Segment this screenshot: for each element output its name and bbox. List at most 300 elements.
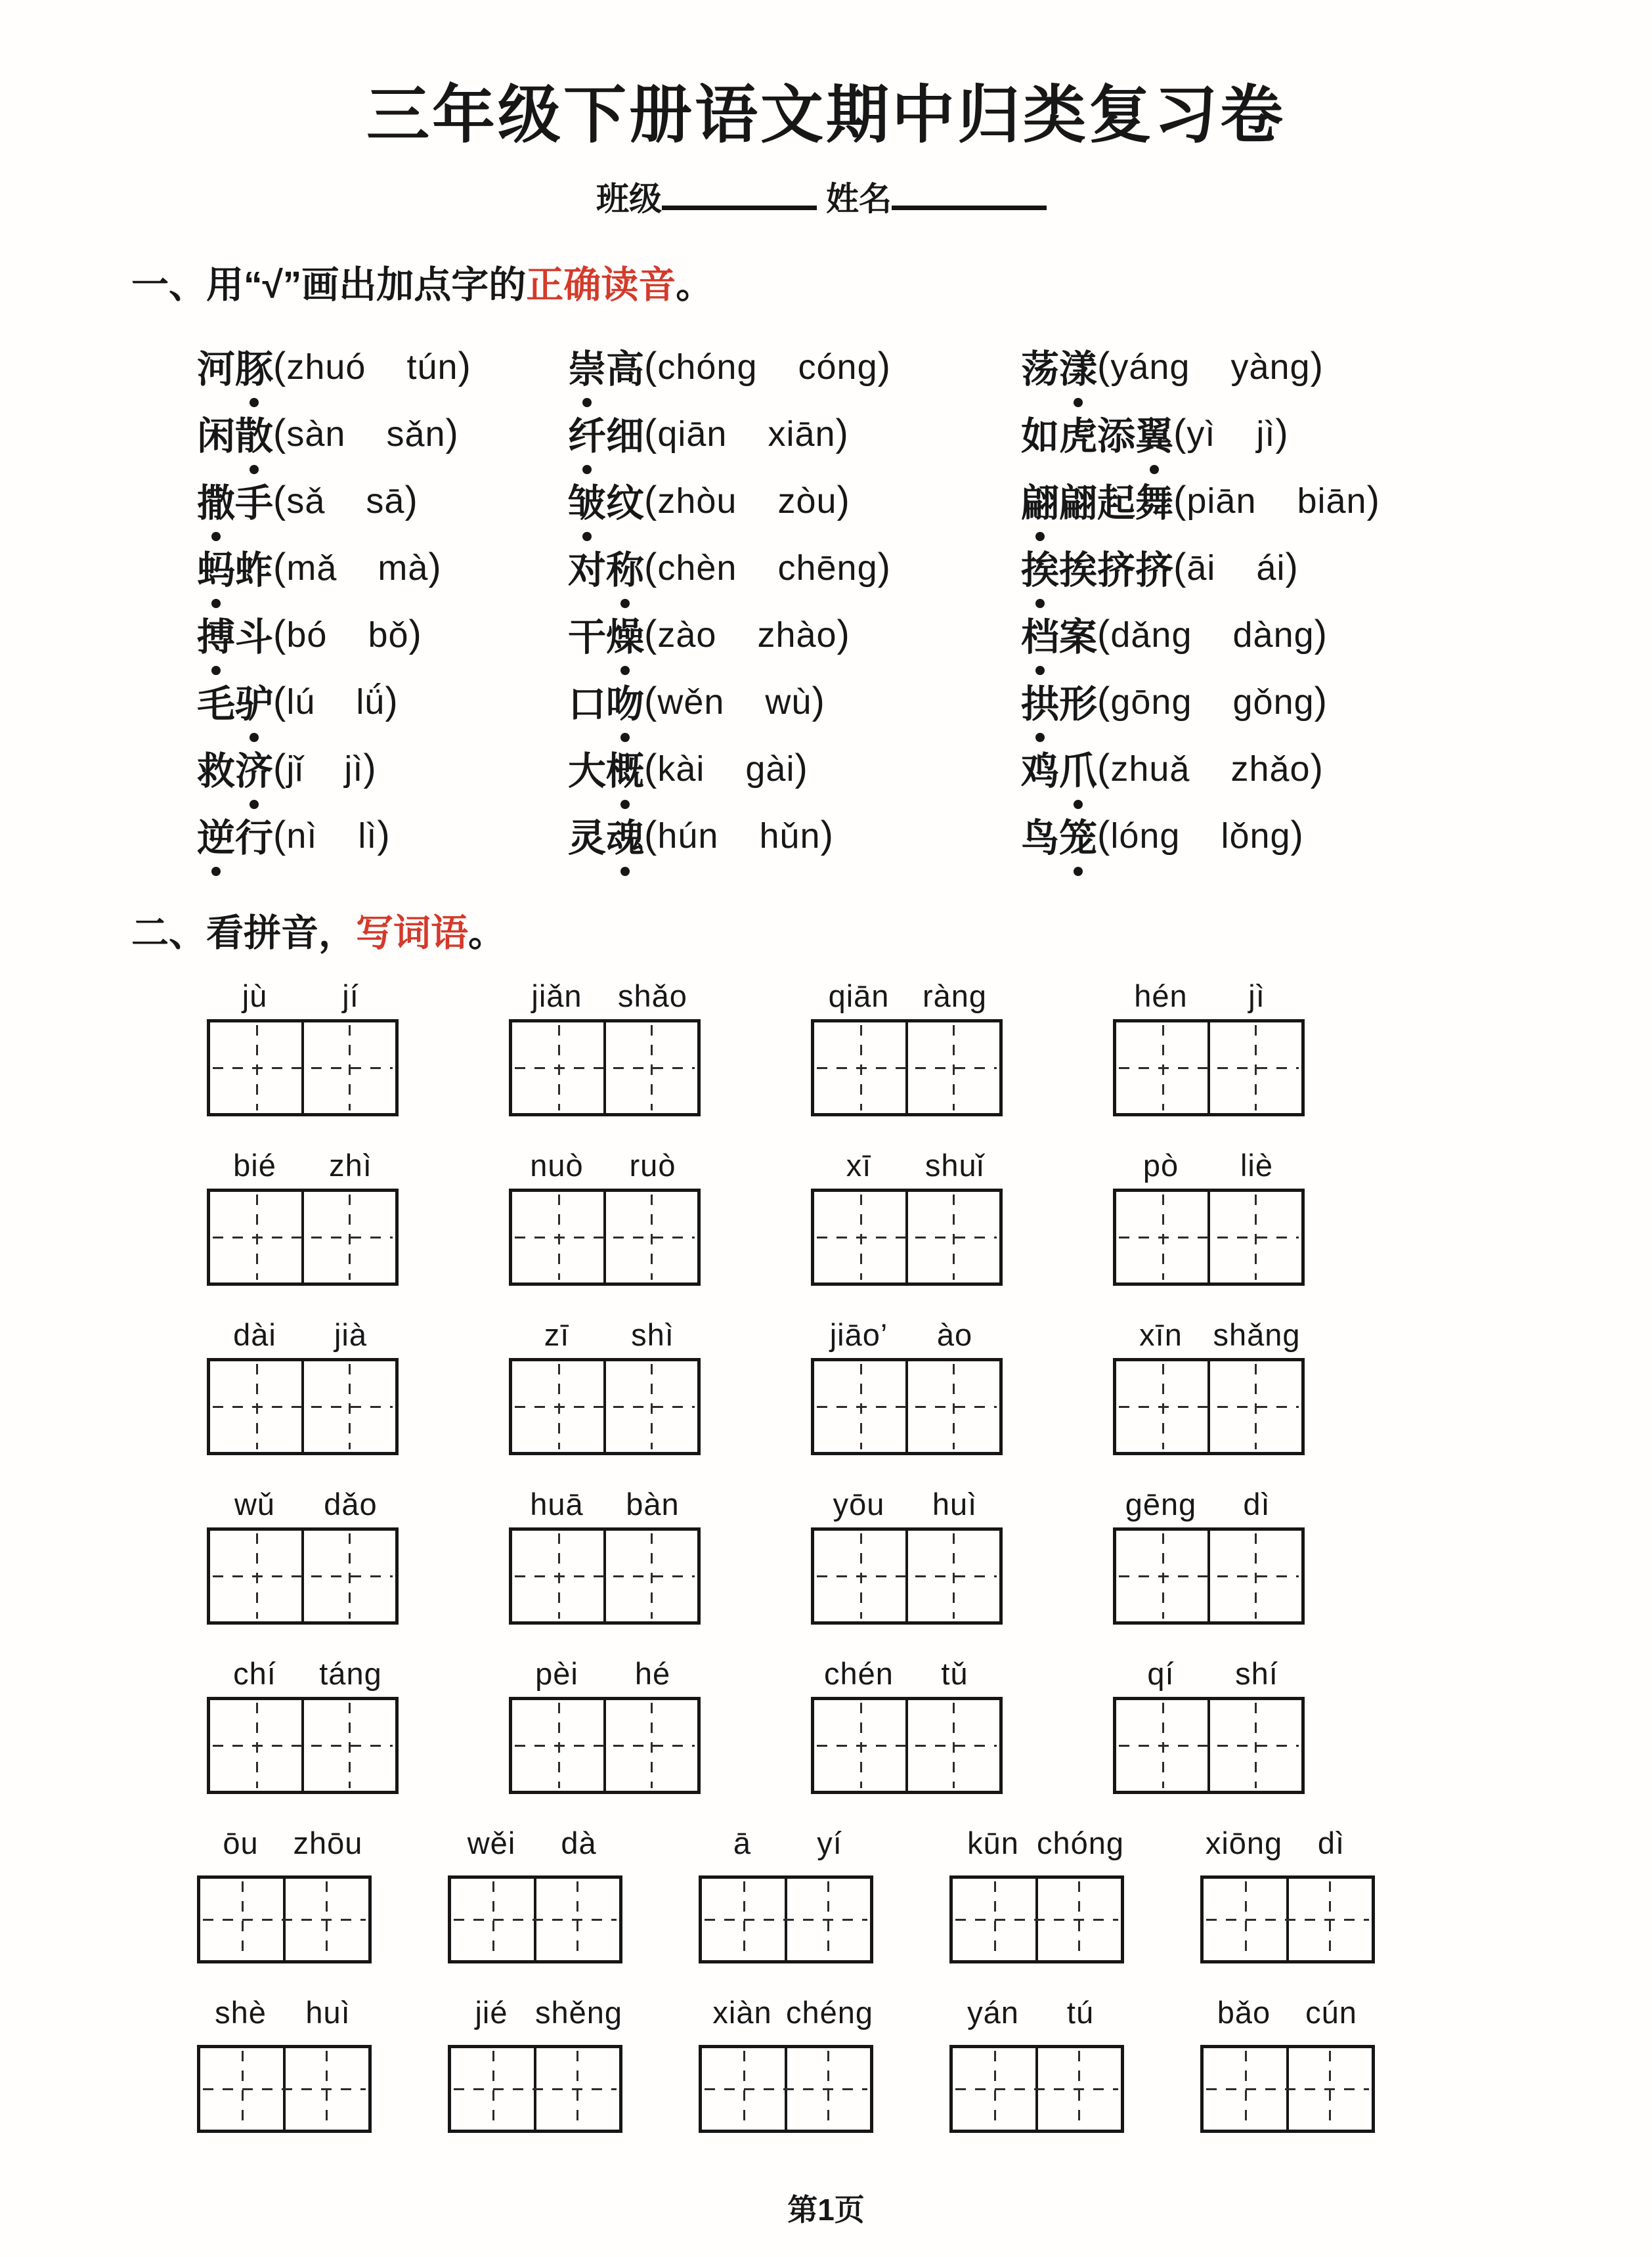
word-char-dotted: 撒 (197, 472, 235, 527)
pinyin-option-1[interactable]: piān (1186, 481, 1257, 521)
box-dashed-guide-horizontal (213, 1575, 393, 1577)
pinyin-option-2[interactable]: bǒ (368, 615, 409, 655)
pinyin-syllable-2: shěng (535, 1994, 623, 2030)
word-char: 鸟 (1021, 817, 1060, 860)
writing-box[interactable] (811, 1019, 1003, 1116)
pinyin-option-2[interactable]: mà (378, 548, 429, 588)
pinyin-option-2[interactable]: gài (745, 749, 795, 789)
close-paren: ) (1310, 344, 1324, 387)
word-writing-group (949, 1991, 1124, 2133)
word-char: 手 (235, 482, 274, 525)
close-paren: ) (363, 746, 377, 789)
word-writing-group (197, 1991, 372, 2133)
word-writing-group (509, 1652, 701, 1794)
pinyin-options (644, 813, 834, 857)
pinyin-syllable-2: chóng (1037, 1825, 1125, 1860)
pinyin-option-2[interactable]: chēng (777, 548, 878, 588)
box-dashed-guide-horizontal (203, 1919, 366, 1921)
pinyin-syllable-2: hé (634, 1655, 671, 1691)
word-char-dotted: 吻 (606, 673, 644, 728)
pinyin-options (273, 344, 471, 388)
box-dashed-guide-horizontal (1206, 1919, 1369, 1921)
pinyin-syllable-1: bǎo (1217, 1994, 1271, 2030)
writing-box[interactable] (1200, 1875, 1375, 1963)
pinyin-option-2[interactable]: gǒng (1232, 682, 1315, 722)
word-writing-group (509, 975, 701, 1116)
word-char-dotted: 散 (235, 405, 273, 460)
word-writing-group (207, 1652, 399, 1794)
open-paren: ( (1097, 612, 1111, 655)
pinyin-option-2[interactable]: dàng (1232, 615, 1315, 655)
close-paren: ) (404, 478, 418, 521)
pinyin-syllable-1: hén (1134, 978, 1188, 1013)
pinyin-choice-item (1021, 734, 1652, 801)
pinyin-option-2[interactable]: yàng (1230, 347, 1311, 387)
pinyin-syllable-2: shí (1235, 1655, 1278, 1691)
pinyin-syllable-1: nuò (530, 1147, 584, 1183)
pinyin-syllable-2: shǎng (1213, 1317, 1301, 1352)
pinyin-option-2[interactable]: lǘ (356, 682, 385, 722)
pinyin-label (509, 1483, 701, 1522)
box-dashed-guide-horizontal (213, 1067, 393, 1069)
word-char-dotted: 纤 (568, 405, 606, 460)
pinyin-option-1[interactable]: dǎng (1110, 615, 1192, 655)
pinyin-choice-item (197, 399, 568, 466)
pinyin-options (273, 813, 391, 857)
close-paren: ) (820, 813, 834, 856)
pinyin-option-1[interactable]: bó (286, 615, 328, 655)
word-char-dotted: 逆 (197, 807, 235, 862)
pinyin-syllable-2: shì (631, 1317, 674, 1352)
pinyin-label (448, 1991, 622, 2030)
writing-box[interactable] (448, 1875, 622, 1963)
pinyin-option-1[interactable]: yì (1186, 414, 1216, 454)
word-char: 案 (1059, 616, 1098, 659)
box-dashed-guide-horizontal (817, 1237, 997, 1238)
word-char: 细 (606, 415, 645, 458)
word-char: 起 (1097, 482, 1136, 525)
open-paren: ( (1173, 411, 1187, 454)
word-writing-group (699, 1991, 873, 2133)
word-writing-row (0, 975, 1652, 1116)
word-writing-group (1200, 1822, 1375, 1963)
pinyin-option-2[interactable]: zòu (777, 481, 837, 521)
open-paren: ( (273, 411, 287, 454)
word-writing-group (811, 975, 1003, 1116)
pinyin-option-1[interactable]: āi (1186, 548, 1216, 588)
pinyin-syllable-2: tú (1066, 1994, 1095, 2030)
close-paren: ) (837, 612, 850, 655)
pinyin-syllable-2: shuǐ (924, 1147, 985, 1183)
pinyin-option-2[interactable]: lǒng (1221, 816, 1291, 856)
word-writing-group (811, 1144, 1003, 1286)
word-char-dotted: 翼 (1135, 405, 1173, 460)
open-paren: ( (273, 813, 287, 856)
pinyin-syllable-1: bié (233, 1147, 276, 1183)
pinyin-choice-item (197, 667, 568, 734)
pinyin-option-2[interactable]: cóng (798, 347, 878, 387)
pinyin-options (1173, 411, 1289, 455)
box-dashed-guide-horizontal (817, 1575, 997, 1577)
pinyin-choice-item (568, 332, 1021, 399)
open-paren: ( (273, 478, 287, 521)
pinyin-choice-item (568, 801, 1021, 868)
word-char: 高 (606, 348, 645, 391)
word-writing-group (207, 1144, 399, 1286)
pinyin-syllable-2: tǔ (941, 1655, 968, 1691)
page-number: 第1页 (787, 2193, 865, 2227)
writing-box[interactable] (207, 1019, 399, 1116)
pinyin-choice-item (1021, 801, 1652, 868)
pinyin-syllable-1: gēng (1125, 1486, 1197, 1522)
pinyin-syllable-2: chéng (786, 1994, 874, 2030)
word-writing-group (509, 1313, 701, 1455)
pinyin-options (644, 545, 891, 589)
writing-box[interactable] (811, 1358, 1003, 1455)
pinyin-options (644, 679, 825, 723)
pinyin-choice-item (1021, 600, 1652, 667)
pinyin-option-2[interactable]: wù (765, 682, 812, 722)
pinyin-label (699, 1991, 873, 2030)
pinyin-option-1[interactable]: nì (286, 816, 318, 856)
word-writing-group (811, 1652, 1003, 1794)
word-char: 形 (1059, 683, 1098, 726)
pinyin-label (207, 1144, 399, 1183)
pinyin-option-2[interactable]: jì (1256, 414, 1276, 454)
open-paren: ( (644, 478, 658, 521)
writing-box[interactable] (207, 1697, 399, 1794)
pinyin-option-1[interactable]: yáng (1110, 347, 1190, 387)
writing-box[interactable] (949, 2045, 1124, 2133)
word-char: 纹 (606, 482, 645, 525)
pinyin-label (448, 1822, 622, 1861)
box-dashed-guide-horizontal (705, 2088, 867, 2090)
word-char-dotted: 挨 (1021, 539, 1059, 594)
pinyin-option-2[interactable]: hǔn (759, 816, 821, 856)
section2-number: 二、 (131, 912, 206, 955)
word-char: 鸡 (1021, 750, 1060, 793)
pinyin-option-1[interactable]: lóng (1110, 816, 1181, 856)
word-char: 舞 (1135, 482, 1174, 525)
pinyin-syllable-1: yán (967, 1994, 1019, 2030)
writing-box[interactable] (699, 2045, 873, 2133)
pinyin-label (1200, 1822, 1375, 1861)
pinyin-label (949, 1991, 1124, 2030)
pinyin-syllable-1: huā (530, 1486, 584, 1522)
word-char: 挤 (1097, 549, 1136, 592)
pinyin-option-2[interactable]: sā (366, 481, 405, 521)
class-label: 班级 (596, 181, 662, 218)
pinyin-option-1[interactable]: sàn (286, 414, 346, 454)
pinyin-syllable-1: xiōng (1205, 1825, 1283, 1860)
pinyin-option-1[interactable]: mǎ (286, 548, 337, 588)
word-char-dotted: 漾 (1059, 338, 1097, 393)
writing-box[interactable] (509, 1358, 701, 1455)
box-dashed-guide-horizontal (213, 1406, 393, 1408)
pinyin-syllable-2: shǎo (618, 978, 687, 1013)
writing-box[interactable] (811, 1697, 1003, 1794)
word-char: 添 (1097, 415, 1136, 458)
name-blank-field[interactable] (892, 171, 1047, 210)
word-char-dotted: 豚 (235, 338, 273, 393)
word-char: 虎 (1059, 415, 1098, 458)
pinyin-syllable-2: dà (561, 1825, 597, 1860)
pinyin-option-2[interactable]: zhǎo (1230, 749, 1311, 789)
writing-box[interactable] (509, 1019, 701, 1116)
pinyin-syllable-2: jí (342, 978, 359, 1013)
pinyin-option-1[interactable]: zào (657, 615, 717, 655)
close-paren: ) (877, 344, 891, 387)
word-writing-group (1113, 1144, 1305, 1286)
pinyin-options (273, 746, 377, 790)
writing-box[interactable] (207, 1358, 399, 1455)
pinyin-syllable-2: jì (1248, 978, 1265, 1013)
pinyin-label (509, 1313, 701, 1353)
box-dashed-guide-horizontal (213, 1745, 393, 1747)
close-paren: ) (377, 813, 391, 856)
word-writing-group (509, 1483, 701, 1625)
pinyin-syllable-2: dì (1317, 1825, 1345, 1860)
pinyin-label (1113, 975, 1305, 1014)
pinyin-option-2[interactable]: jì (344, 749, 364, 789)
pinyin-choice-item (197, 734, 568, 801)
pinyin-syllable-1: yōu (833, 1486, 885, 1522)
pinyin-option-1[interactable]: chóng (657, 347, 758, 387)
pinyin-syllable-2: ràng (922, 978, 988, 1013)
open-paren: ( (644, 545, 658, 588)
writing-box[interactable] (509, 1189, 701, 1286)
box-dashed-guide-horizontal (213, 1237, 393, 1238)
box-dashed-guide-horizontal (1119, 1067, 1299, 1069)
box-dashed-guide-horizontal (515, 1745, 695, 1747)
pinyin-syllable-1: dài (233, 1317, 276, 1352)
box-dashed-guide-horizontal (515, 1237, 695, 1238)
pinyin-label (949, 1822, 1124, 1861)
pinyin-label (1113, 1144, 1305, 1183)
pinyin-choice-item (568, 600, 1021, 667)
word-writing-row (0, 1144, 1652, 1286)
pinyin-option-1[interactable]: sǎ (286, 481, 326, 521)
word-char: 挤 (1135, 549, 1174, 592)
close-paren: ) (445, 411, 459, 454)
pinyin-options (1097, 612, 1328, 656)
close-paren: ) (1290, 813, 1304, 856)
pinyin-option-2[interactable]: zhào (757, 615, 837, 655)
pinyin-syllable-1: qiān (828, 978, 890, 1013)
pinyin-option-1[interactable]: chèn (657, 548, 737, 588)
word-char-dotted: 崇 (568, 338, 606, 393)
pinyin-choice-item (1021, 332, 1652, 399)
word-char: 荡 (1021, 348, 1060, 391)
word-writing-group (448, 1822, 622, 1963)
writing-box[interactable] (197, 2045, 372, 2133)
open-paren: ( (273, 612, 287, 655)
writing-box[interactable] (949, 1875, 1124, 1963)
pinyin-option-1[interactable]: lú (286, 682, 316, 722)
writing-box[interactable] (197, 1875, 372, 1963)
pinyin-option-1[interactable]: qiān (657, 414, 728, 454)
pinyin-choice-item (197, 801, 568, 868)
pinyin-option-1[interactable]: jǐ (286, 749, 304, 789)
writing-box[interactable] (509, 1697, 701, 1794)
word-writing-rows (0, 975, 1652, 2133)
pinyin-option-2[interactable]: sǎn (386, 414, 446, 454)
page-title: 三年级下册语文期中归类复习卷 (366, 80, 1286, 150)
writing-box[interactable] (1113, 1189, 1305, 1286)
pinyin-choice-item (568, 466, 1021, 533)
word-writing-row (0, 1652, 1652, 1794)
pinyin-label (811, 1313, 1003, 1353)
pinyin-label (207, 1483, 399, 1522)
writing-box[interactable] (1200, 2045, 1375, 2133)
open-paren: ( (1097, 746, 1111, 789)
pinyin-option-2[interactable]: xiān (768, 414, 836, 454)
pinyin-syllable-2: ruò (629, 1147, 676, 1183)
pinyin-syllable-1: chén (824, 1655, 894, 1691)
pinyin-options (273, 679, 399, 723)
pinyin-syllable-2: cún (1305, 1994, 1357, 2030)
pinyin-label (197, 1822, 372, 1861)
pinyin-choice-item (1021, 466, 1652, 533)
word-writing-group (1200, 1991, 1375, 2133)
writing-box[interactable] (207, 1189, 399, 1286)
pinyin-syllable-2: huì (305, 1994, 351, 2030)
writing-box[interactable] (207, 1527, 399, 1625)
open-paren: ( (1173, 545, 1187, 588)
word-char-dotted: 搏 (197, 606, 235, 661)
pinyin-option-2[interactable]: lì (358, 816, 378, 856)
word-writing-row (0, 1822, 1652, 1963)
writing-box[interactable] (509, 1527, 701, 1625)
pinyin-label (699, 1822, 873, 1861)
word-writing-group (1113, 1652, 1305, 1794)
word-char-dotted: 蚂 (197, 539, 235, 594)
pinyin-label (207, 975, 399, 1014)
open-paren: ( (1097, 679, 1111, 722)
pinyin-syllable-1: xīn (1139, 1317, 1183, 1352)
pinyin-syllable-1: xī (846, 1147, 872, 1183)
pinyin-label (197, 1991, 372, 2030)
pinyin-choice-item (568, 734, 1021, 801)
pinyin-label (1113, 1483, 1305, 1522)
box-dashed-guide-horizontal (817, 1745, 997, 1747)
pinyin-options (273, 612, 422, 656)
pinyin-syllable-2: liè (1240, 1147, 1274, 1183)
close-paren: ) (1275, 411, 1289, 454)
close-paren: ) (458, 344, 471, 387)
word-char-dotted: 翩 (1021, 472, 1059, 527)
pinyin-syllable-1: wǔ (234, 1486, 276, 1522)
pinyin-options (1173, 478, 1380, 522)
box-dashed-guide-horizontal (515, 1067, 695, 1069)
pinyin-option-1[interactable]: hún (657, 816, 719, 856)
open-paren: ( (273, 679, 287, 722)
close-paren: ) (1310, 746, 1324, 789)
word-writing-group (197, 1822, 372, 1963)
box-dashed-guide-horizontal (1119, 1237, 1299, 1238)
close-paren: ) (1314, 612, 1328, 655)
class-blank-field[interactable] (662, 171, 817, 210)
pinyin-syllable-1: qí (1147, 1655, 1175, 1691)
pinyin-label (1200, 1991, 1375, 2030)
word-writing-row (0, 1313, 1652, 1455)
pinyin-option-1[interactable]: gōng (1110, 682, 1192, 722)
box-dashed-guide-horizontal (817, 1406, 997, 1408)
pinyin-option-1[interactable]: zhòu (657, 481, 737, 521)
pinyin-options (1173, 545, 1299, 589)
writing-box[interactable] (1113, 1358, 1305, 1455)
box-dashed-guide-horizontal (1119, 1406, 1299, 1408)
pinyin-syllable-1: chí (233, 1655, 276, 1691)
pinyin-option-1[interactable]: kài (657, 749, 705, 789)
pinyin-option-1[interactable]: zhuǎ (1110, 749, 1190, 789)
pinyin-label (1113, 1313, 1305, 1353)
pinyin-syllable-2: táng (319, 1655, 382, 1691)
writing-box[interactable] (811, 1527, 1003, 1625)
box-dashed-guide-horizontal (955, 2088, 1118, 2090)
pinyin-option-2[interactable]: biān (1297, 481, 1367, 521)
word-char: 如 (1021, 415, 1060, 458)
writing-box[interactable] (1113, 1019, 1305, 1116)
student-info-line (0, 171, 1652, 220)
writing-box[interactable] (1113, 1527, 1305, 1625)
word-char-dotted: 拱 (1021, 673, 1059, 728)
section2-heading-text: 看拼音， (206, 912, 356, 955)
pinyin-syllable-1: ōu (223, 1825, 259, 1860)
box-dashed-guide-horizontal (705, 1919, 867, 1921)
pinyin-label (811, 975, 1003, 1014)
pinyin-syllable-2: dǎo (324, 1486, 378, 1522)
section2-heading-highlight: 写词语 (356, 912, 468, 955)
pinyin-syllable-1: ā (733, 1825, 752, 1860)
word-char: 灵 (568, 817, 607, 860)
pinyin-label (207, 1652, 399, 1692)
pinyin-option-1[interactable]: wěn (657, 682, 725, 722)
pinyin-option-2[interactable]: tún (406, 347, 458, 387)
pinyin-option-2[interactable]: ái (1256, 548, 1286, 588)
pinyin-syllable-1: jié (475, 1994, 508, 2030)
pinyin-choice-item (1021, 533, 1652, 600)
word-char-dotted: 魂 (606, 807, 644, 862)
word-writing-group (207, 1313, 399, 1455)
writing-box[interactable] (448, 2045, 622, 2133)
writing-box[interactable] (1113, 1697, 1305, 1794)
pinyin-label (811, 1652, 1003, 1692)
word-char-dotted: 笼 (1059, 807, 1097, 862)
pinyin-label (207, 1313, 399, 1353)
pinyin-options (1097, 344, 1324, 388)
writing-box[interactable] (699, 1875, 873, 1963)
word-char-dotted: 爪 (1059, 740, 1097, 795)
writing-box[interactable] (811, 1189, 1003, 1286)
section2-heading (131, 910, 1652, 957)
pinyin-syllable-1: jiǎn (531, 978, 582, 1013)
close-paren: ) (1285, 545, 1299, 588)
section2-heading-period: 。 (468, 912, 506, 955)
pinyin-label (811, 1144, 1003, 1183)
pinyin-syllable-2: zhì (329, 1147, 372, 1183)
word-char-dotted: 皱 (568, 472, 606, 527)
pinyin-syllable-1: kūn (967, 1825, 1019, 1860)
pinyin-option-1[interactable]: zhuó (286, 347, 366, 387)
section1-heading-period: 。 (676, 264, 714, 307)
pinyin-label (509, 1652, 701, 1692)
close-paren: ) (812, 679, 825, 722)
pinyin-choice-item (197, 600, 568, 667)
pinyin-choice-item (197, 533, 568, 600)
box-dashed-guide-horizontal (955, 1919, 1118, 1921)
pinyin-choice-item (1021, 667, 1652, 734)
